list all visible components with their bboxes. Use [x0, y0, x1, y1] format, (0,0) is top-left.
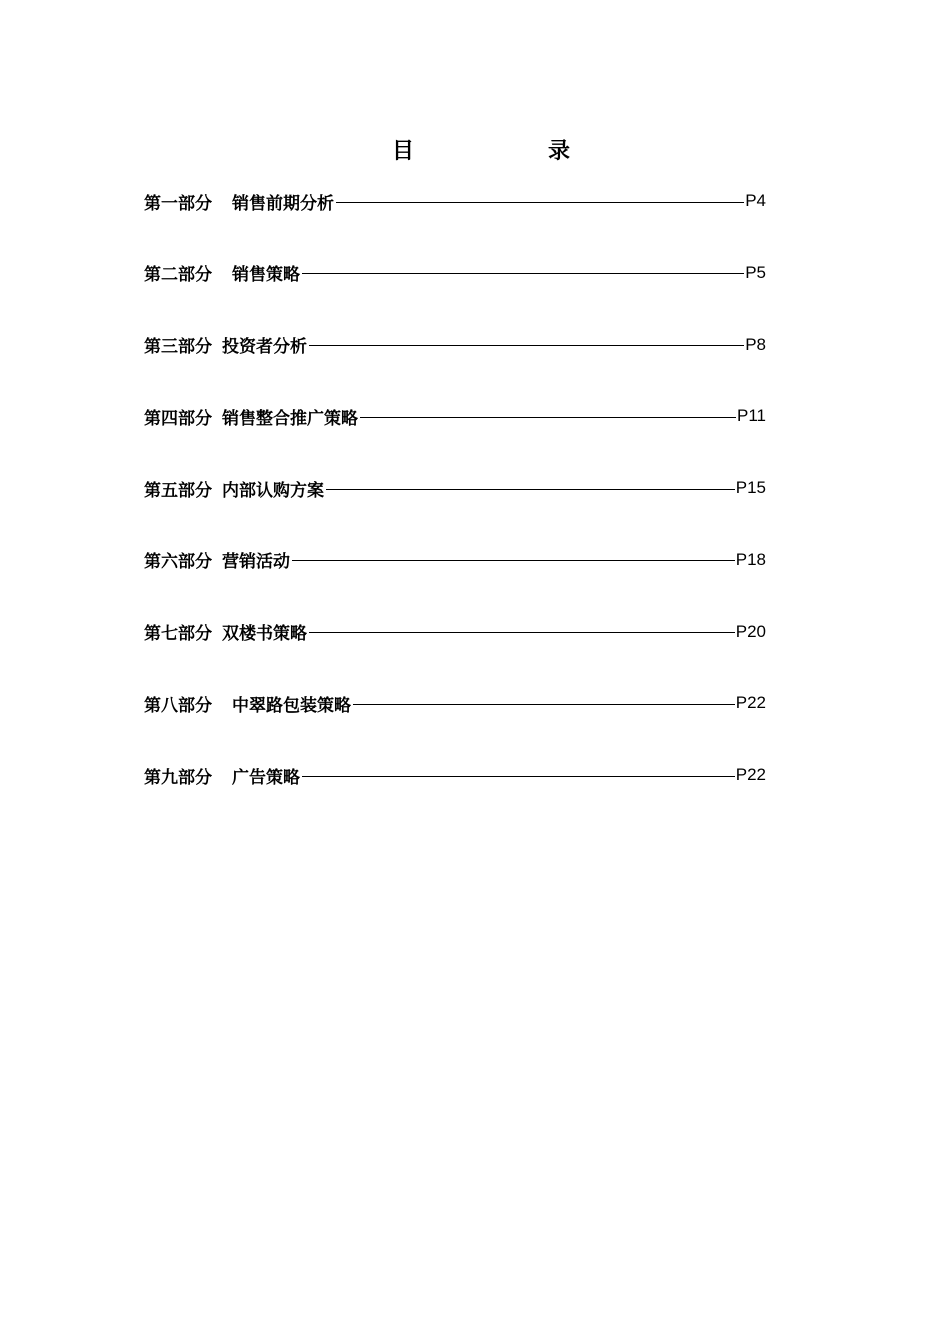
toc-heading: 销售前期分析 — [232, 193, 334, 214]
toc-leader-line — [309, 345, 744, 346]
toc-title — [0, 136, 950, 168]
toc-heading: 销售整合推广策略 — [222, 408, 358, 429]
toc-page-number: P18 — [735, 549, 766, 569]
toc-part-label: 第八部分 — [144, 695, 212, 716]
toc-heading: 双楼书策略 — [222, 624, 307, 644]
toc-entry[interactable] — [144, 258, 766, 288]
toc-part-label: 第六部分 — [144, 552, 212, 573]
toc-heading: 销售策略 — [232, 265, 300, 286]
toc-part-label: 第四部分 — [144, 408, 212, 429]
toc-leader-line — [309, 632, 735, 633]
toc-page-number: P20 — [735, 621, 766, 641]
toc-leader-line — [292, 560, 735, 561]
toc-entry[interactable] — [144, 186, 766, 216]
toc-leader-line — [302, 273, 744, 274]
toc-heading: 营销活动 — [222, 552, 290, 573]
toc-leader-line — [326, 489, 735, 490]
toc-part-label: 第七部分 — [144, 624, 212, 644]
toc-heading: 内部认购方案 — [222, 480, 324, 501]
toc-leader-line — [353, 704, 735, 705]
toc-page-number: P15 — [735, 478, 766, 497]
toc-entry[interactable] — [144, 688, 766, 718]
toc-part-label: 第三部分 — [144, 337, 212, 357]
toc-entry[interactable] — [144, 330, 766, 360]
toc-title-char-2: 录 — [548, 139, 571, 164]
toc-leader-line — [302, 776, 735, 777]
toc-entry[interactable] — [144, 473, 766, 503]
toc-heading: 中翠路包装策略 — [232, 695, 351, 716]
toc-heading: 投资者分析 — [222, 337, 307, 357]
toc-page-number: P5 — [745, 262, 766, 282]
toc-page-number: P8 — [745, 334, 766, 354]
toc-part-label: 第九部分 — [144, 767, 212, 788]
toc-leader-line — [360, 417, 736, 418]
toc-page-number: P11 — [737, 406, 766, 426]
toc-page-number: P22 — [735, 765, 766, 784]
toc-entry[interactable] — [144, 401, 766, 431]
toc-leader-line — [336, 202, 744, 203]
table-of-contents — [144, 186, 766, 832]
toc-entry[interactable] — [144, 617, 766, 647]
toc-heading: 广告策略 — [232, 767, 300, 788]
toc-part-label: 第一部分 — [144, 193, 212, 214]
toc-page-number: P4 — [745, 191, 766, 210]
toc-title-char-1: 目 — [392, 139, 415, 164]
toc-entry[interactable] — [144, 545, 766, 575]
toc-part-label: 第五部分 — [144, 480, 212, 501]
toc-entry[interactable] — [144, 760, 766, 790]
toc-part-label: 第二部分 — [144, 265, 212, 286]
toc-page-number: P22 — [735, 693, 766, 713]
